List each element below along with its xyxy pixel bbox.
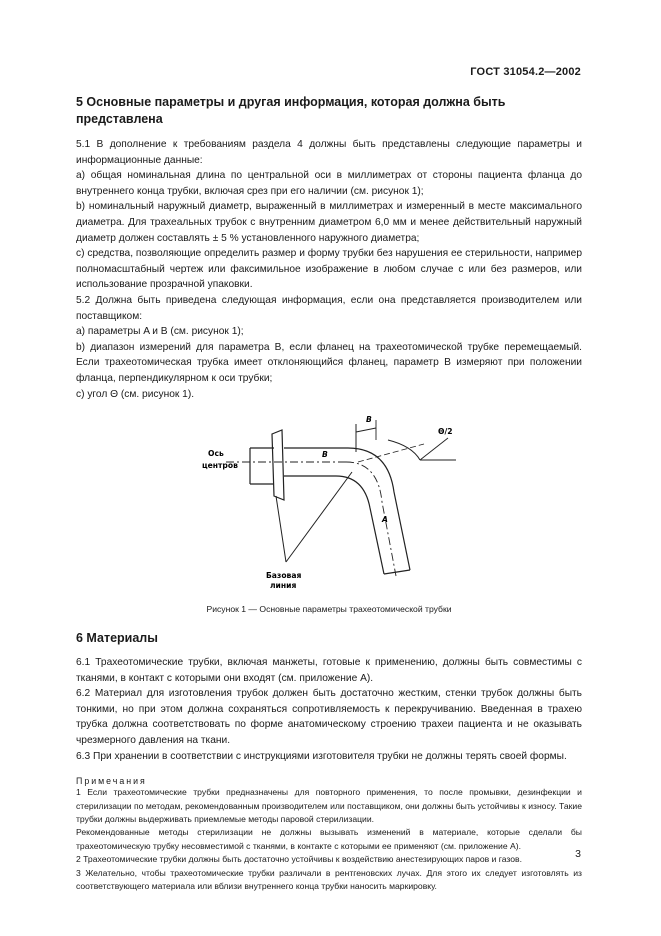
- section-5-title: 5 Основные параметры и другая информация, которая должна быть представлена: [76, 95, 506, 126]
- para-5-2-c: с) угол Θ (см. рисунок 1).: [76, 388, 195, 400]
- document-code: ГОСТ 31054.2—2002: [470, 66, 581, 78]
- para-6-3: 6.3 При хранении в соответствии с инструкциями изготовителя трубки не должны терять своей формы.: [76, 750, 567, 762]
- note-3: 3 Желательно, чтобы трахеотомические трубки различали в рентгеновских лучах. Для этого их следует изготовлять из соответствующего материала или вблизи внутреннего конца трубки наносить маркировку.: [76, 867, 582, 892]
- label-theta: Θ/2: [438, 427, 453, 437]
- note-1: 1 Если трахеотомические трубки предназначены для повторного применения, то после промывки, дезинфекции и стерилизации по методам, рекомендованным производителем или поставщиком, они должны быть устойчивы к износу. Такие трубки должны выдерживать приемлемые методы паровой стерилизации.: [76, 787, 582, 825]
- para-5-1-a: а) общая номинальная длина по центральной оси в миллиметрах от стороны пациента фланца до внутреннего конца трубки, включая срез при его наличии (см. рисунок 1);: [76, 170, 582, 197]
- axis-label-1: Ось: [208, 449, 224, 459]
- base-label-1: Базовая: [266, 571, 302, 581]
- para-5-2-a: а) параметры A и B (см. рисунок 1);: [76, 326, 244, 338]
- section-6-title: 6 Материалы: [76, 631, 158, 646]
- note-1-cont: Рекомендованные методы стерилизации не должны вызывать изменений в материале, которые сделали бы трахеотомическую трубку несовместимой с тканями, в контакте с которыми ее применяют (см. приложение А).: [76, 827, 582, 851]
- page-content: [76, 94, 582, 894]
- figure-1: [76, 412, 582, 602]
- notes-title: Примечания: [76, 776, 147, 787]
- trach-tube-diagram: [76, 412, 582, 592]
- base-label-2: линия: [270, 581, 297, 591]
- page-number: 3: [575, 848, 581, 860]
- label-b-inner: B: [322, 450, 328, 460]
- para-5-1-c: с) средства, позволяющие определить размер и форму трубки без нарушения ее стерильности, например полномасштабный чертеж или факсимильное изображение в любом случае с или без размеров, или использование прозрачной упаковки.: [76, 248, 582, 291]
- figure-caption: Рисунок 1 — Основные параметры трахеотомической трубки: [206, 604, 452, 615]
- label-b-top: B: [366, 415, 372, 425]
- label-a: A: [382, 515, 388, 525]
- axis-label-2: центров: [202, 461, 238, 471]
- note-2: 2 Трахеотомические трубки должны быть достаточно устойчивы к воздействию анестезирующих паров и газов.: [76, 854, 522, 865]
- para-5-2: 5.2 Должна быть приведена следующая информация, если она представляется производителем или поставщиком:: [76, 294, 582, 322]
- para-5-2-b: b) диапазон измерений для параметра B, если фланец на трахеотомической трубке перемещаемый. Если трахеотомическая трубка имеет отклоняющийся фланец, параметр B измеряют при положении фланца, перпендикулярном к оси трубки;: [76, 341, 582, 384]
- para-6-2: 6.2 Материал для изготовления трубок должен быть достаточно жестким, стенки трубок должны быть тонкими, но при этом должна сохраняться сопротивляемость к перекручиванию. Введенная в трахею трубка должна соответствовать по форме анатомическому строению трахеи пациента и не оказывать чрезмерного давления на ткани.: [76, 688, 582, 747]
- flange-shape: [272, 430, 284, 500]
- para-5-1: 5.1 В дополнение к требованиям раздела 4 должны быть представлены следующие параметры и информационные данные:: [76, 139, 582, 166]
- para-5-1-b: b) номинальный наружный диаметр, выраженный в миллиметрах и измеренный в месте максимального диаметра. Для трахеальных трубок с внутренним диаметром 6,0 мм и менее действительный наружный диаметр должен составлять ± 5 % установленного наружного диаметра;: [76, 201, 582, 244]
- para-6-1: 6.1 Трахеотомические трубки, включая манжеты, готовые к применению, должны быть совместимы с тканями, в контакт с которыми они входят (см. приложение А).: [76, 657, 582, 684]
